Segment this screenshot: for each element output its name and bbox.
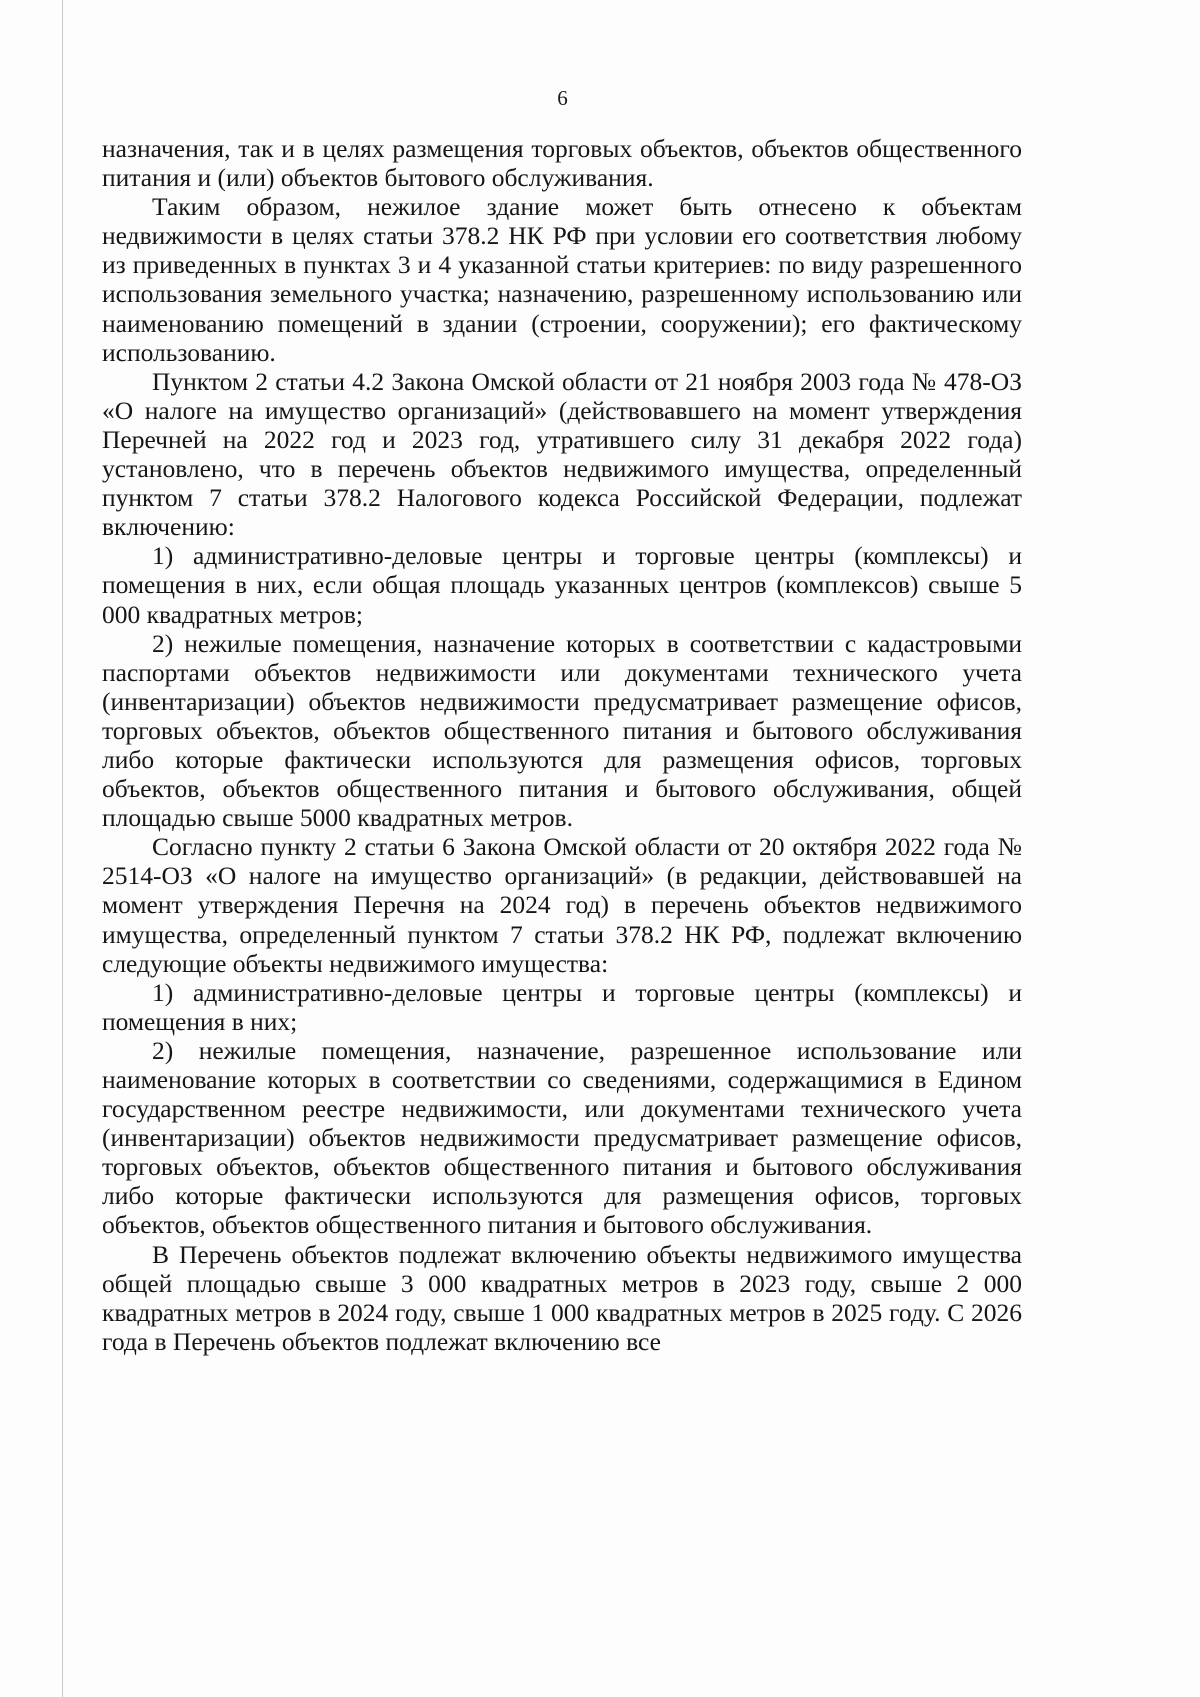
paragraph-law-2022: Согласно пункту 2 статьи 6 Закона Омской области от 20 октября 2022 года № 2514-ОЗ «О налоге на имущество организаций» (в редакции, действовавшей на момент утверждения Перечня на 2024 год) в перечень объектов недвижимого имущества, определенный пунктом 7 статьи 378.2 НК РФ, подлежат включению следующие объекты недвижимого имущества: xyxy=(102,832,1022,978)
paragraph-list-item-2b: 2) нежилые помещения, назначение, разрешенное использование или наименование которых в соответствии со сведениями, содержащимися в Едином государственном реестре недвижимости, или документами технического учета (инвентаризации) объектов недвижимости предусматривает размещение офисов, торговых объектов, объектов общественного питания и бытового обслуживания либо которые фактически используются для размещения офисов, торговых объектов, объектов общественного питания и бытового обслуживания. xyxy=(102,1035,1022,1240)
paragraph-list-item-1b: 1) административно-деловые центры и торговые центры (комплексы) и помещения в них; xyxy=(102,977,1022,1036)
paragraph-list-item-2: 2) нежилые помещения, назначение которых в соответствии с кадастровыми паспортами объектов недвижимости или документами технического учета (инвентаризации) объектов недвижимости предусматривает размещение офисов, торговых объектов, объектов общественного питания и бытового обслуживания либо которые фактически используются для размещения офисов, торговых объектов, объектов общественного питания и бытового обслуживания, общей площадью свыше 5000 квадратных метров. xyxy=(102,628,1022,833)
paragraph-law-2003: Пунктом 2 статьи 4.2 Закона Омской области от 21 ноября 2003 года № 478-ОЗ «О налоге на имущество организаций» (действовавшего на момент утверждения Перечней на 2022 год и 2023 год, утратившего силу 31 декабря 2022 года) установлено, что в перечень объектов недвижимого имущества, определенный пунктом 7 статьи 378.2 Налогового кодекса Российской Федерации, подлежат включению: xyxy=(102,366,1022,542)
page-number: 6 xyxy=(557,86,568,110)
paragraph-area-thresholds: В Перечень объектов подлежат включению объекты недвижимого имущества общей площадью свыше 3 000 квадратных метров в 2023 году, свыше 2 000 квадратных метров в 2024 году, свыше 1 000 квадратных метров в 2025 году. С 2026 года в Перечень объектов подлежат включению все xyxy=(102,1239,1022,1356)
document-body xyxy=(102,134,1022,1356)
paragraph-conclusion: Таким образом, нежилое здание может быть отнесено к объектам недвижимости в целях статьи 378.2 НК РФ при условии его соответствия любому из приведенных в пунктах 3 и 4 указанной статьи критериев: по виду разрешенного использования земельного участка; назначению, разрешенному использованию или наименованию помещений в здании (строении, сооружении); его фактическому использованию. xyxy=(102,192,1022,367)
paragraph-continuation: назначения, так и в целях размещения торговых объектов, объектов общественного питания и (или) объектов бытового обслуживания. xyxy=(102,134,1022,193)
paragraph-list-item-1: 1) административно-деловые центры и торговые центры (комплексы) и помещения в них, если общая площадь указанных центров (комплексов) свыше 5 000 квадратных метров; xyxy=(102,541,1022,629)
scan-edge-line xyxy=(62,0,63,1697)
